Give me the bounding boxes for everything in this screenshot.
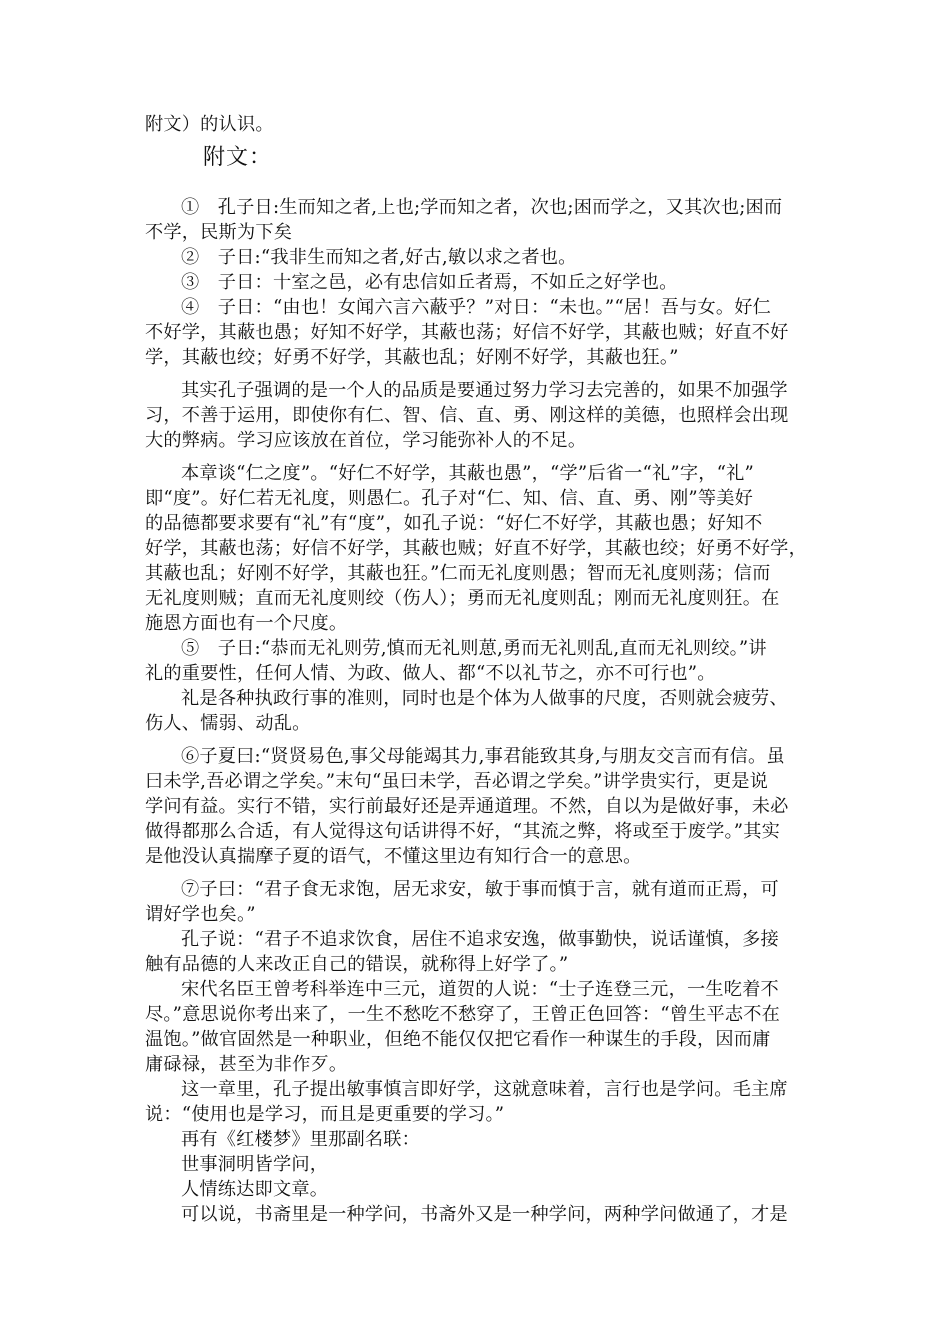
text-line: 不学，民斯为下矣 <box>145 222 293 243</box>
text-line: 礼是各种执政行事的准则，同时也是个体为人做事的尺度，否则就会疲劳、 <box>181 688 788 709</box>
text-line: ⑤ 子日:“恭而无礼则劳,慎而无礼则葸,勇而无礼则乱,直而无礼则绞。”讲 <box>181 638 767 659</box>
text-line: ④ 子日：“由也！女闻六言六蔽乎？”对日：“未也。”“居！吾与女。好仁 <box>181 297 772 318</box>
text-line: 的品德都要求要有“礼”有“度”，如孔子说：“好仁不好学，其蔽也愚；好知不 <box>145 513 763 534</box>
document-page <box>145 0 813 1227</box>
text-line: 可以说，书斋里是一种学问，书斋外又是一种学问，两种学问做通了，才是 <box>181 1204 788 1225</box>
text-line: 其实孔子强调的是一个人的品质是要通过努力学习去完善的，如果不加强学 <box>181 380 788 401</box>
text-line: ③ 子日：十室之邑，必有忠信如丘者焉，不如丘之好学也。 <box>181 272 678 293</box>
text-line: 好学，其蔽也荡；好信不好学，其蔽也贼；好直不好学，其蔽也绞；好勇不好学， <box>145 538 807 559</box>
text-line: 再有《红楼梦》里那副名联： <box>181 1129 421 1150</box>
text-line: ⑥子夏曰:“贤贤易色,事父母能竭其力,事君能致其身,与朋友交言而有信。虽 <box>181 746 785 767</box>
text-line: 世事洞明皆学问， <box>181 1154 329 1175</box>
text-line: 谓好学也矣。” <box>145 904 256 925</box>
text-line: 曰未学,吾必谓之学矣。”末句“虽曰未学，吾必谓之学矣。”讲学贵实行，更是说 <box>145 771 769 792</box>
text-line: 触有品德的人来改正自己的错误，就称得上好学了。” <box>145 954 569 975</box>
text-line: 无礼度则贼；直而无礼度则绞（伤人）；勇而无礼度则乱；刚而无礼度则狂。在 <box>145 588 780 609</box>
text-line: 礼的重要性，任何人情、为政、做人、都“不以礼节之，亦不可行也”。 <box>145 663 716 684</box>
text-line: ① 孔子日:生而知之者,上也;学而知之者，次也;困而学之，又其次也;困而 <box>181 197 783 218</box>
text-line: ⑦子曰：“君子食无求饱，居无求安，敏于事而慎于言，就有道而正焉，可 <box>181 879 779 900</box>
text-line: 孔子说：“君子不追求饮食，居住不追求安逸，做事勤快，说话谨慎，多接 <box>181 929 779 950</box>
text-line: 庸碌禄，甚至为非作歹。 <box>145 1054 348 1075</box>
text-line: 伤人、懦弱、动乱。 <box>145 713 311 734</box>
text-line: 不好学，其蔽也愚；好知不好学，其蔽也荡；好信不好学，其蔽也贼；好直不好 <box>145 322 789 343</box>
text-line: 是他没认真揣摩子夏的语气，不懂这里边有知行合一的意思。 <box>145 846 642 867</box>
text-line: 宋代名臣王曾考科举连中三元，道贺的人说：“士子连登三元，一生吃着不 <box>181 979 779 1000</box>
text-line: 大的弊病。学习应该放在首位，学习能弥补人的不足。 <box>145 430 587 451</box>
text-line: ② 子日:“我非生而知之者,好古,敏以求之者也。 <box>181 247 577 268</box>
intro-line: 附文）的认识。 <box>145 114 274 135</box>
text-line: 习，不善于运用，即使你有仁、智、信、直、勇、刚这样的美德，也照样会出现 <box>145 405 789 426</box>
text-line: 本章谈“仁之度”。“好仁不好学，其蔽也愚”，“学”后省一“礼”字，“礼” <box>181 463 755 484</box>
text-line: 施恩方面也有一个尺度。 <box>145 613 348 634</box>
text-line: 这一章里，孔子提出敏事慎言即好学，这就意味着，言行也是学问。毛主席 <box>181 1079 788 1100</box>
text-line: 说：“使用也是学习，而且是更重要的学习。” <box>145 1104 505 1125</box>
text-line: 学，其蔽也绞；好勇不好学，其蔽也乱；好刚不好学，其蔽也狂。” <box>145 347 679 368</box>
text-line: 温饱。”做官固然是一种职业，但绝不能仅仅把它看作一种谋生的手段，因而庸 <box>145 1029 771 1050</box>
text-line: 学问有益。实行不错，实行前最好还是弄通道理。不然，自以为是做好事，未必 <box>145 796 789 817</box>
text-line: 做得都那么合适，有人觉得这句话讲得不好，“其流之弊，将或至于废学。”其实 <box>145 821 781 842</box>
appendix-heading: 附文： <box>203 145 273 170</box>
text-line: 人情练达即文章。 <box>181 1179 329 1200</box>
text-line: 尽。”意思说你考出来了，一生不愁吃不愁穿了，王曾正色回答：“曾生平志不在 <box>145 1004 781 1025</box>
text-line: 即“度”。好仁若无礼度，则愚仁。孔子对“仁、知、信、直、勇、刚”等美好 <box>145 488 754 509</box>
text-line: 其蔽也乱；好刚不好学，其蔽也狂。”仁而无礼度则愚；智而无礼度则荡；信而 <box>145 563 771 584</box>
